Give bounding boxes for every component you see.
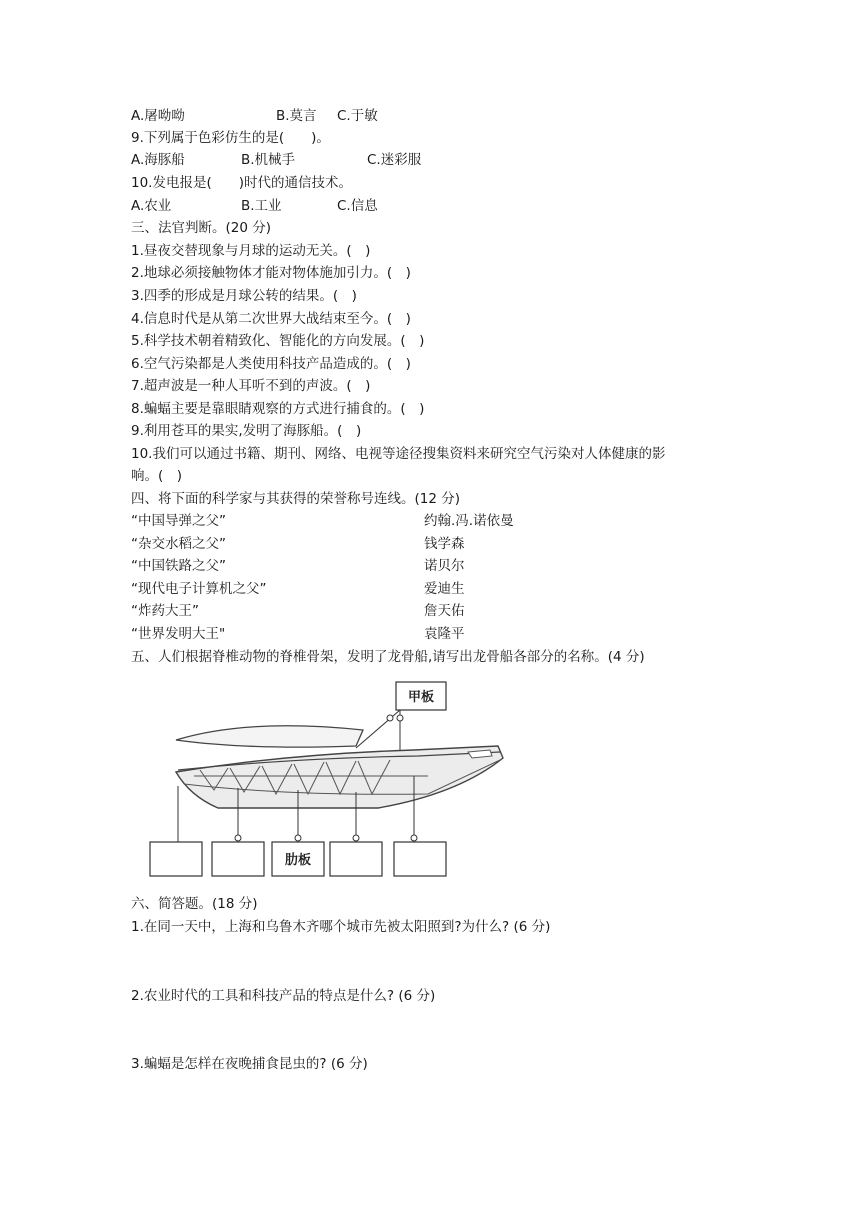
answer-box xyxy=(212,842,264,876)
section5-title: 五、人们根据脊椎动物的脊椎骨架，发明了龙骨船,请写出龙骨船各部分的名称。(4 分) xyxy=(131,649,645,665)
judge-item: 4.信息时代是从第二次世界大战结束至今。( ) xyxy=(131,311,411,327)
q10-option-a: A.农业 xyxy=(131,198,172,214)
q10-stem: 10.发电报是( )时代的通信技术。 xyxy=(131,175,353,191)
deck-leader-line xyxy=(356,710,400,748)
scientist-name: 爱迪生 xyxy=(424,581,465,597)
scientist-name: 约翰.冯.诺依曼 xyxy=(424,513,514,529)
section6-title: 六、简答题。(18 分) xyxy=(131,896,258,912)
judge-item: 10.我们可以通过书籍、期刊、网络、电视等途径搜集资料来研究空气污染对人体健康的影 xyxy=(131,446,666,462)
honor-title: “现代电子计算机之父” xyxy=(131,581,267,597)
q8-option-a: A.屠呦呦 xyxy=(131,108,185,124)
short-answer-question: 1.在同一天中，上海和乌鲁木齐哪个城市先被太阳照到?为什么? (6 分) xyxy=(131,919,551,935)
short-answer-question: 3.蝙蝠是怎样在夜晚捕食昆虫的? (6 分) xyxy=(131,1056,368,1072)
scientist-name: 詹天佑 xyxy=(424,603,465,619)
scientist-name: 袁隆平 xyxy=(424,626,465,642)
keel-boat-diagram xyxy=(128,676,518,886)
answer-box xyxy=(150,842,202,876)
scientist-name: 诺贝尔 xyxy=(424,558,465,574)
short-answer-question: 2.农业时代的工具和科技产品的特点是什么? (6 分) xyxy=(131,988,436,1004)
answer-box xyxy=(330,842,382,876)
boat-hull xyxy=(176,746,503,808)
judge-item: 1.昼夜交替现象与月球的运动无关。( ) xyxy=(131,243,371,259)
scientist-name: 钱学森 xyxy=(424,536,465,552)
leader-dot xyxy=(411,835,417,841)
judge-item: 7.超声波是一种人耳听不到的声波。( ) xyxy=(131,378,371,394)
q10-option-c: C.信息 xyxy=(337,198,378,214)
judge-item: 8.蝙蝠主要是靠眼睛观察的方式进行捕食的。( ) xyxy=(131,401,425,417)
leader-dot xyxy=(353,835,359,841)
q10-option-b: B.工业 xyxy=(241,198,282,214)
answer-box xyxy=(394,842,446,876)
q9-option-a: A.海豚船 xyxy=(131,152,185,168)
honor-title: “中国导弹之父” xyxy=(131,513,226,529)
section4-title: 四、将下面的科学家与其获得的荣誉称号连线。(12 分) xyxy=(131,491,461,507)
judge-item: 3.四季的形成是月球公转的结果。( ) xyxy=(131,288,357,304)
judge-item: 9.利用苍耳的果实,发明了海豚船。( ) xyxy=(131,423,362,439)
rib-label: 肋板 xyxy=(284,853,312,868)
judge-item: 2.地球必须接触物体才能对物体施加引力。( ) xyxy=(131,265,411,281)
q9-option-c: C.迷彩服 xyxy=(367,152,422,168)
deck-plank xyxy=(176,726,363,747)
q8-option-b: B.莫言 xyxy=(276,108,317,124)
section3-title: 三、法官判断。(20 分) xyxy=(131,220,272,236)
leader-dot xyxy=(397,715,403,721)
bow-hatch xyxy=(468,750,492,758)
q9-stem: 9.下列属于色彩仿生的是( )。 xyxy=(131,130,330,146)
judge-item: 响。( ) xyxy=(131,468,183,484)
deck-label: 甲板 xyxy=(407,690,435,705)
honor-title: “杂交水稻之父” xyxy=(131,536,226,552)
leader-dot xyxy=(235,835,241,841)
q8-option-c: C.于敏 xyxy=(337,108,378,124)
q9-option-b: B.机械手 xyxy=(241,152,296,168)
honor-title: “世界发明大王" xyxy=(131,626,226,642)
judge-item: 6.空气污染都是人类使用科技产品造成的。( ) xyxy=(131,356,411,372)
leader-dot xyxy=(295,835,301,841)
honor-title: “炸药大王” xyxy=(131,603,199,619)
judge-item: 5.科学技术朝着精致化、智能化的方向发展。( ) xyxy=(131,333,425,349)
honor-title: “中国铁路之父” xyxy=(131,558,226,574)
leader-dot xyxy=(387,715,393,721)
